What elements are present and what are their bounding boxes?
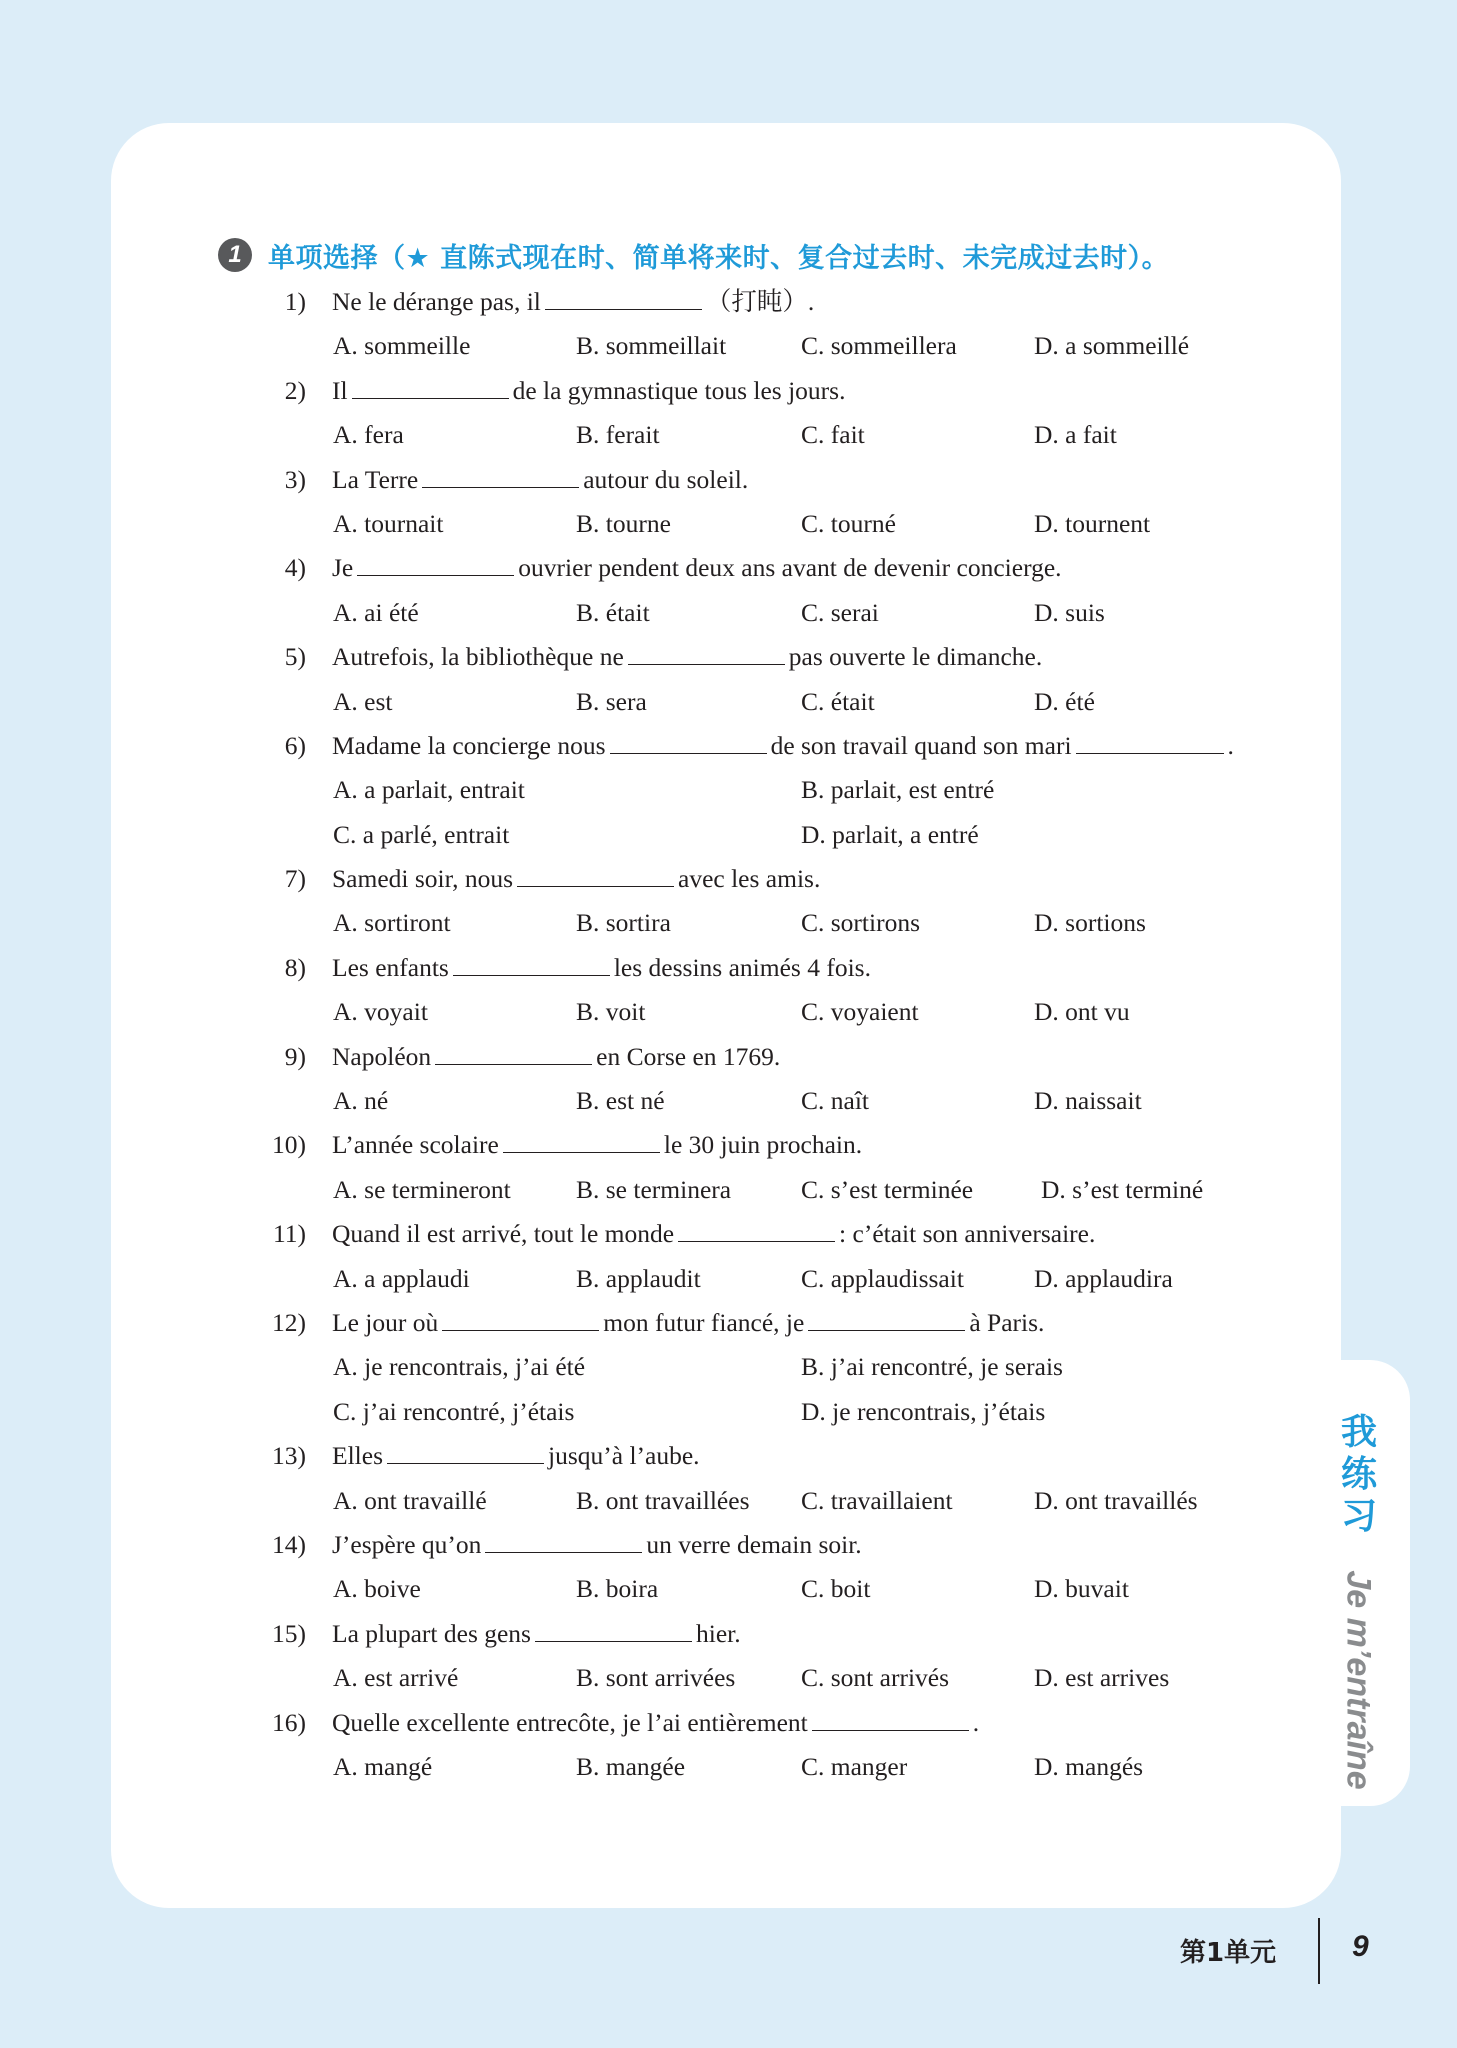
option-d[interactable]: D. a fait — [1034, 420, 1117, 450]
option-c[interactable]: C. voyaient — [801, 997, 919, 1027]
option-d[interactable]: D. applaudira — [1034, 1263, 1173, 1293]
question-12 — [0, 1301, 1457, 1345]
options-row — [0, 413, 1457, 457]
option-c[interactable]: C. sont arrivés — [801, 1663, 950, 1693]
option-a[interactable]: A. fera — [333, 420, 404, 450]
options-row — [0, 1390, 1457, 1434]
option-a[interactable]: A. se termineront — [333, 1174, 511, 1204]
question-4 — [0, 546, 1457, 590]
answer-blank[interactable] — [678, 1215, 835, 1242]
question-16 — [0, 1701, 1457, 1745]
option-c[interactable]: C. naît — [801, 1086, 869, 1116]
question-9 — [0, 1035, 1457, 1079]
answer-blank[interactable] — [808, 1304, 965, 1331]
section-number-badge: 1 — [218, 238, 252, 272]
option-b[interactable]: B. ont travaillées — [576, 1485, 750, 1515]
question-10 — [0, 1123, 1457, 1167]
question-number: 14) — [272, 1529, 306, 1559]
option-d[interactable]: D. mangés — [1034, 1751, 1144, 1781]
question-15 — [0, 1612, 1457, 1656]
answer-blank[interactable] — [812, 1704, 969, 1731]
option-c[interactable]: C. boit — [801, 1574, 871, 1604]
option-a[interactable]: A. boive — [333, 1574, 421, 1604]
question-stem: Madame la concierge nous de son travail quand son mari . — [332, 724, 1234, 768]
option-b[interactable]: B. mangée — [576, 1751, 686, 1781]
question-number: 16) — [272, 1707, 306, 1737]
question-stem: Le jour où mon futur fiancé, je à Paris. — [332, 1301, 1044, 1345]
answer-blank[interactable] — [1076, 727, 1224, 754]
option-b[interactable]: B. sortira — [576, 908, 671, 938]
question-stem: Les enfants les dessins animés 4 fois. — [332, 946, 871, 990]
option-c[interactable]: C. a parlé, entrait — [333, 819, 510, 849]
answer-blank[interactable] — [422, 461, 579, 488]
option-d[interactable]: D. ont vu — [1034, 997, 1130, 1027]
question-14 — [0, 1523, 1457, 1567]
option-c[interactable]: C. sommeillera — [801, 331, 957, 361]
answer-blank[interactable] — [435, 1038, 592, 1065]
option-b[interactable]: B. sont arrivées — [576, 1663, 736, 1693]
options-row — [0, 1567, 1457, 1611]
options-row — [0, 502, 1457, 546]
option-d[interactable]: D. est arrives — [1034, 1663, 1170, 1693]
question-3 — [0, 458, 1457, 502]
question-stem: Quelle excellente entrecôte, je l’ai entièrement . — [332, 1701, 979, 1745]
option-c[interactable]: C. j’ai rencontré, j’étais — [333, 1396, 575, 1426]
option-a[interactable]: A. ai été — [333, 597, 419, 627]
option-b[interactable]: B. est né — [576, 1086, 665, 1116]
option-c[interactable]: C. applaudissait — [801, 1263, 964, 1293]
answer-blank[interactable] — [387, 1437, 544, 1464]
answer-blank[interactable] — [535, 1615, 692, 1642]
option-d[interactable]: D. sortions — [1034, 908, 1146, 938]
option-c[interactable]: C. fait — [801, 420, 865, 450]
option-b[interactable]: B. se terminera — [576, 1174, 732, 1204]
question-number: 7) — [284, 864, 306, 894]
option-b[interactable]: B. sera — [576, 686, 647, 716]
option-a[interactable]: A. tournait — [333, 508, 444, 538]
option-d[interactable]: D. parlait, a entré — [801, 819, 979, 849]
options-row — [0, 591, 1457, 635]
question-number: 3) — [284, 464, 306, 494]
options-row — [0, 1656, 1457, 1700]
option-b[interactable]: B. tourne — [576, 508, 671, 538]
question-stem: La Terre autour du soleil. — [332, 458, 748, 502]
option-a[interactable]: A. je rencontrais, j’ai été — [333, 1352, 586, 1382]
options-row — [0, 1745, 1457, 1789]
question-number: 5) — [284, 642, 306, 672]
footer-divider — [1318, 1918, 1320, 1984]
option-a[interactable]: A. a applaudi — [333, 1263, 470, 1293]
question-list — [0, 280, 1457, 1789]
option-a[interactable]: A. mangé — [333, 1751, 433, 1781]
option-a[interactable]: A. né — [333, 1086, 389, 1116]
option-a[interactable]: A. sommeille — [333, 331, 471, 361]
option-b[interactable]: B. parlait, est entré — [801, 775, 995, 805]
question-stem: La plupart des gens hier. — [332, 1612, 741, 1656]
option-a[interactable]: A. a parlait, entrait — [333, 775, 525, 805]
options-row — [0, 1345, 1457, 1389]
question-8 — [0, 946, 1457, 990]
option-c[interactable]: C. s’est terminée — [801, 1174, 974, 1204]
option-c[interactable]: C. manger — [801, 1751, 908, 1781]
question-number: 15) — [272, 1618, 306, 1648]
option-a[interactable]: A. est arrivé — [333, 1663, 459, 1693]
question-number: 9) — [284, 1041, 306, 1071]
answer-blank[interactable] — [545, 283, 702, 310]
option-a[interactable]: A. sortiront — [333, 908, 451, 938]
options-row — [0, 813, 1457, 857]
question-stem: Elles jusqu’à l’aube. — [332, 1434, 700, 1478]
option-d[interactable]: D. été — [1034, 686, 1095, 716]
option-b[interactable]: B. boira — [576, 1574, 659, 1604]
option-d[interactable]: D. naissait — [1034, 1086, 1142, 1116]
option-b[interactable]: B. était — [576, 597, 650, 627]
side-tab-chinese: 我练习 — [1340, 1412, 1377, 1537]
question-number: 11) — [272, 1219, 306, 1249]
option-d[interactable]: D. ont travaillés — [1034, 1485, 1198, 1515]
option-c[interactable]: C. tourné — [801, 508, 896, 538]
question-stem: Ne le dérange pas, il （打盹）. — [332, 280, 814, 324]
question-number: 2) — [284, 375, 306, 405]
option-d[interactable]: D. s’est terminé — [1041, 1174, 1204, 1204]
option-d[interactable]: D. buvait — [1034, 1574, 1129, 1604]
option-c[interactable]: C. serai — [801, 597, 879, 627]
option-b[interactable]: B. voit — [576, 997, 646, 1027]
option-c[interactable]: C. travaillaient — [801, 1485, 953, 1515]
options-row — [0, 1168, 1457, 1212]
question-number: 10) — [272, 1130, 306, 1160]
answer-blank[interactable] — [453, 949, 610, 976]
option-c[interactable]: C. était — [801, 686, 875, 716]
option-a[interactable]: A. est — [333, 686, 393, 716]
options-row — [0, 990, 1457, 1034]
question-13 — [0, 1434, 1457, 1478]
question-stem: Je ouvrier pendent deux ans avant de devenir concierge. — [332, 546, 1062, 590]
question-stem: Napoléon en Corse en 1769. — [332, 1035, 780, 1079]
answer-blank[interactable] — [352, 372, 509, 399]
question-5 — [0, 635, 1457, 679]
option-d[interactable]: D. suis — [1034, 597, 1105, 627]
side-tab-french: Je m’entraîne — [1339, 1570, 1378, 1790]
options-row — [0, 680, 1457, 724]
page-number: 9 — [1352, 1930, 1369, 1963]
option-b[interactable]: B. ferait — [576, 420, 660, 450]
options-row — [0, 324, 1457, 368]
answer-blank[interactable] — [485, 1526, 642, 1553]
question-2 — [0, 369, 1457, 413]
option-a[interactable]: A. ont travaillé — [333, 1485, 487, 1515]
options-row — [0, 1257, 1457, 1301]
question-number: 1) — [284, 287, 306, 316]
question-number: 4) — [284, 553, 306, 583]
option-d[interactable]: D. tournent — [1034, 508, 1151, 538]
footer-unit-label: 第1单元 — [1180, 1938, 1277, 1968]
question-stem: Il de la gymnastique tous les jours. — [332, 369, 845, 413]
section-heading — [218, 234, 1169, 276]
option-a[interactable]: A. voyait — [333, 997, 428, 1027]
answer-blank[interactable] — [610, 727, 767, 754]
answer-blank[interactable] — [503, 1126, 660, 1153]
option-d[interactable]: D. je rencontrais, j’étais — [801, 1396, 1046, 1426]
options-row — [0, 901, 1457, 945]
question-number: 12) — [272, 1307, 306, 1337]
option-d[interactable]: D. a sommeillé — [1034, 331, 1190, 361]
question-number: 8) — [284, 952, 306, 982]
question-1 — [0, 280, 1457, 324]
question-6 — [0, 724, 1457, 768]
options-row — [0, 1079, 1457, 1123]
question-11 — [0, 1212, 1457, 1256]
answer-blank[interactable] — [357, 549, 514, 576]
options-row — [0, 1479, 1457, 1523]
answer-blank[interactable] — [517, 860, 674, 887]
answer-blank[interactable] — [628, 638, 785, 665]
question-number: 6) — [284, 730, 306, 760]
options-row — [0, 768, 1457, 812]
question-stem: Autrefois, la bibliothèque ne pas ouverte le dimanche. — [332, 635, 1042, 679]
question-stem: Samedi soir, nous avec les amis. — [332, 857, 820, 901]
option-b[interactable]: B. applaudit — [576, 1263, 701, 1293]
question-stem: Quand il est arrivé, tout le monde : c’était son anniversaire. — [332, 1212, 1095, 1256]
question-number: 13) — [272, 1441, 306, 1471]
option-b[interactable]: B. sommeillait — [576, 331, 727, 361]
option-b[interactable]: B. j’ai rencontré, je serais — [801, 1352, 1063, 1382]
question-stem: L’année scolaire le 30 juin prochain. — [332, 1123, 862, 1167]
question-7 — [0, 857, 1457, 901]
answer-blank[interactable] — [442, 1304, 599, 1331]
option-c[interactable]: C. sortirons — [801, 908, 921, 938]
section-title: 单项选择（★ 直陈式现在时、简单将来时、复合过去时、未完成过去时）。 — [268, 242, 1170, 274]
question-stem: J’espère qu’on un verre demain soir. — [332, 1523, 862, 1567]
